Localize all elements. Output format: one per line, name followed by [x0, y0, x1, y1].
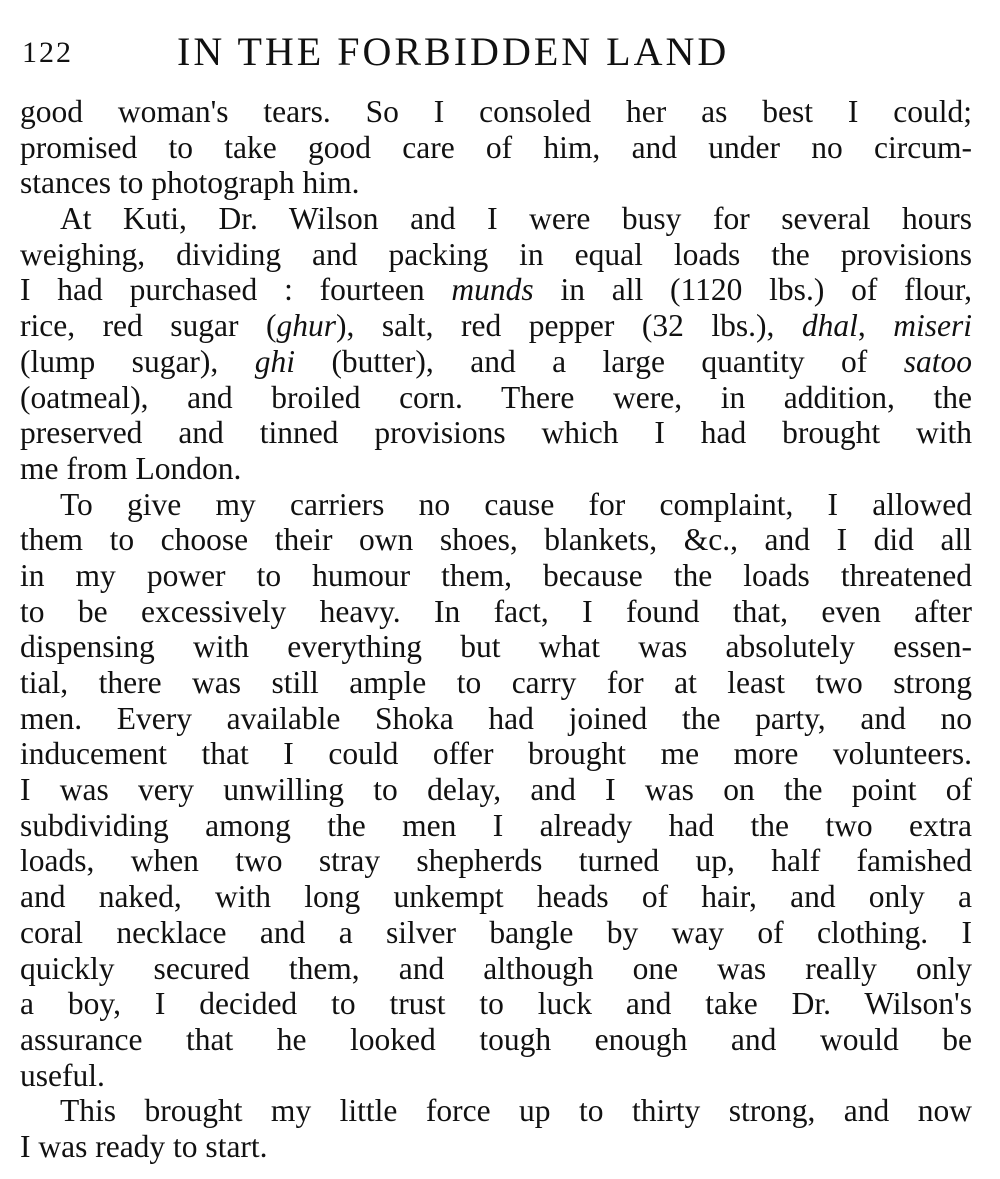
text-line: preserved and tinned provisions which I had brought with — [20, 415, 972, 451]
text-line: promised to take good care of him, and under no circum- — [20, 129, 972, 165]
text-line: (lump sugar), ghi (butter), and a large quantity of satoo — [20, 343, 973, 379]
text-line: and naked, with long unkempt heads of hair, and only a — [20, 879, 972, 915]
text-line: This brought my little force up to thirty strong, and now — [60, 1093, 972, 1129]
text-line: weighing, dividing and packing in equal loads the provisions — [20, 236, 972, 272]
text-line: rice, red sugar (ghur), salt, red pepper (32 lbs.), dhal, miseri — [20, 308, 972, 344]
italic-term: ghi — [254, 343, 295, 379]
text-line: I had purchased : fourteen munds in all (1120 lbs.) of flour, — [20, 272, 972, 308]
text-line: to be excessively heavy. In fact, I found that, even after — [20, 593, 972, 629]
text-line: (oatmeal), and broiled corn. There were, in addition, the — [20, 379, 972, 415]
text-line: To give my carriers no cause for complaint, I allowed — [60, 486, 972, 522]
text-line: inducement that I could offer brought me more volunteers. — [20, 736, 972, 772]
running-head — [22, 28, 972, 76]
text-line: coral necklace and a silver bangle by way of clothing. I — [20, 914, 972, 950]
italic-term: miseri — [893, 308, 972, 344]
paragraph — [20, 201, 972, 487]
body-text — [20, 94, 972, 1165]
italic-term: dhal — [801, 308, 858, 344]
text-line: them to choose their own shoes, blankets, &c., and I did all — [20, 522, 972, 558]
page-number: 122 — [22, 36, 73, 69]
paragraph — [20, 94, 972, 201]
italic-term: satoo — [903, 343, 973, 379]
text-line: dispensing with everything but what was absolutely essen- — [20, 629, 972, 665]
italic-term: ghur — [276, 308, 337, 344]
paragraph — [20, 487, 972, 1094]
text-line: I was ready to start. — [20, 1128, 268, 1164]
text-line: useful. — [20, 1057, 105, 1093]
paragraph — [20, 1093, 972, 1164]
text-line: assurance that he looked tough enough and would be — [20, 1021, 972, 1057]
text-line: tial, there was still ample to carry for at least two strong — [20, 665, 972, 700]
text-line: good woman's tears. So I consoled her as best I could; — [20, 94, 972, 129]
text-line: me from London. — [20, 450, 242, 486]
text-line: men. Every available Shoka had joined the party, and no — [20, 700, 972, 736]
text-line: subdividing among the men I already had the two extra — [20, 807, 972, 843]
text-line: stances to photograph him. — [20, 165, 360, 201]
text-line: quickly secured them, and although one was really only — [20, 950, 972, 986]
italic-term: munds — [451, 272, 534, 308]
running-title: IN THE FORBIDDEN LAND — [177, 29, 730, 74]
text-line: loads, when two stray shepherds turned up, half famished — [20, 843, 972, 879]
text-line: a boy, I decided to trust to luck and take Dr. Wilson's — [20, 986, 972, 1022]
text-line: At Kuti, Dr. Wilson and I were busy for several hours — [60, 201, 972, 237]
text-line: in my power to humour them, because the loads threatened — [20, 557, 972, 593]
text-line: I was very unwilling to delay, and I was on the point of — [20, 772, 972, 808]
